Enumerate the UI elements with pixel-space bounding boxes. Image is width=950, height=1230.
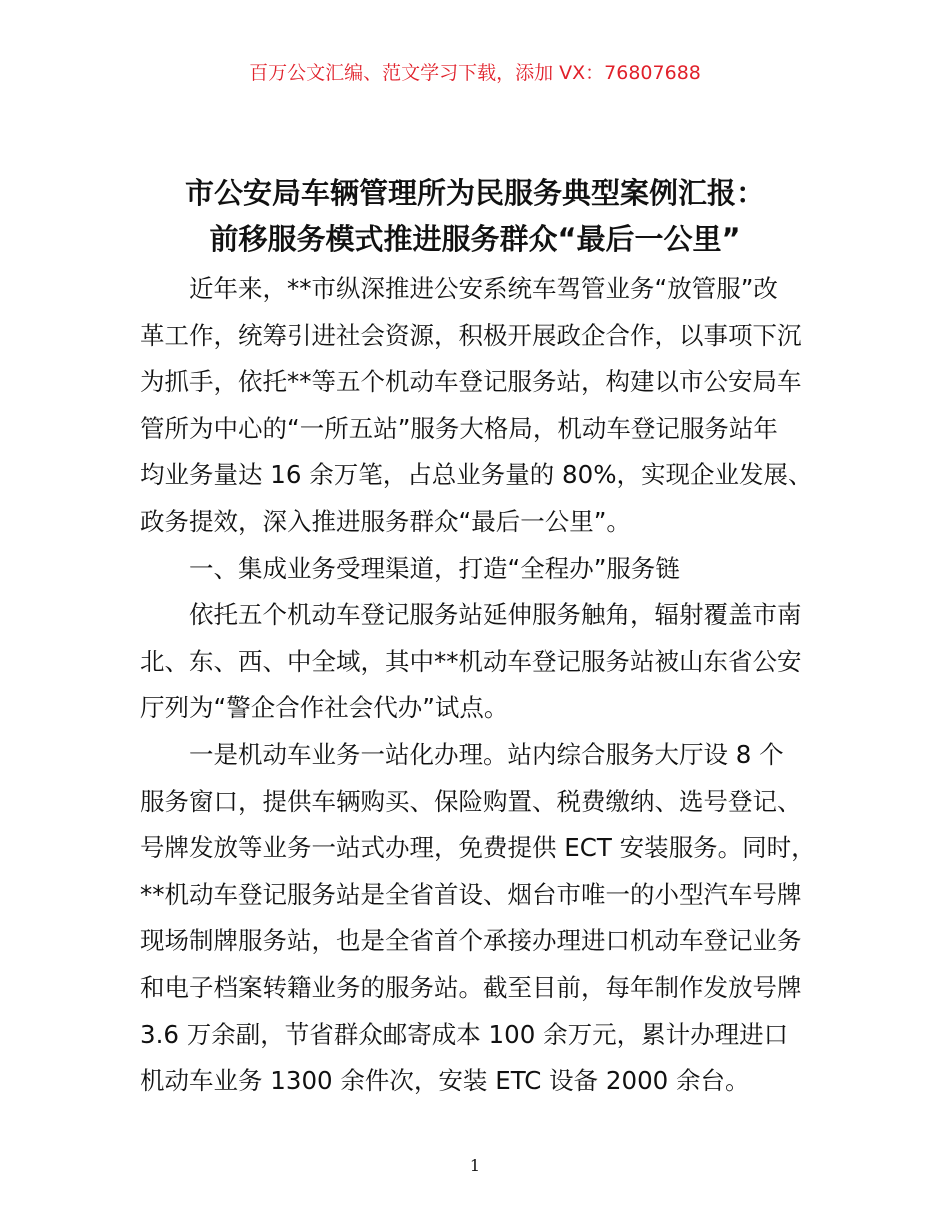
paragraph-line: 3.6 万余副，节省群众邮寄成本 100 余万元，累计办理进口	[140, 1019, 789, 1049]
paragraph-line: 北、东、西、中全域，其中**机动车登记服务站被山东省公安	[140, 646, 802, 676]
paragraph	[140, 732, 840, 1105]
paragraph-line: **机动车登记服务站是全省首设、烟台市唯一的小型汽车号牌	[140, 879, 802, 909]
document-body	[140, 266, 840, 1105]
paragraph-line: 一是机动车业务一站化办理。站内综合服务大厅设 8 个	[189, 739, 784, 769]
paragraph-line: 和电子档案转籍业务的服务站。截至目前，每年制作发放号牌	[140, 972, 802, 1002]
document-title	[0, 170, 950, 262]
paragraph-line: 均业务量达 16 余万笔，占总业务量的 80%，实现企业发展、	[140, 460, 813, 490]
paragraph-line: 近年来，**市纵深推进公安系统车驾管业务“放管服”改	[189, 274, 778, 303]
paragraph-line: 革工作，统筹引进社会资源，积极开展政企合作，以事项下沉	[140, 320, 802, 350]
paragraph-line: 服务窗口，提供车辆购买、保险购置、税费缴纳、选号登记、	[140, 786, 802, 816]
paragraph-line: 机动车业务 1300 余件次，安装 ETC 设备 2000 余台。	[140, 1066, 750, 1096]
title-line-1: 市公安局车辆管理所为民服务典型案例汇报：	[184, 176, 765, 210]
paragraph-line: 依托五个机动车登记服务站延伸服务触角，辐射覆盖市南	[189, 600, 802, 630]
watermark-header: 百万公文汇编、范文学习下载，添加 VX：76807688	[249, 62, 701, 84]
paragraph-line: 政务提效，深入推进服务群众“最后一公里”。	[140, 506, 631, 536]
paragraph	[140, 592, 840, 732]
paragraph-line: 号牌发放等业务一站式办理，免费提供 ECT 安装服务。同时，	[140, 833, 816, 863]
page-number: 1	[469, 1156, 481, 1175]
paragraph-line: 管所为中心的“一所五站”服务大格局，机动车登记服务站年	[140, 413, 778, 443]
paragraph-line: 现场制牌服务站，也是全省首个承接办理进口机动车登记业务	[140, 926, 802, 956]
paragraph-line: 为抓手，依托**等五个机动车登记服务站，构建以市公安局车	[140, 367, 802, 397]
paragraph	[140, 266, 840, 546]
paragraph	[140, 546, 840, 593]
paragraph-line: 一、集成业务受理渠道，打造“全程办”服务链	[189, 553, 680, 583]
paragraph-line: 厅列为“警企合作社会代办”试点。	[140, 693, 509, 723]
title-line-2: 前移服务模式推进服务群众“最后一公里”	[209, 222, 741, 256]
